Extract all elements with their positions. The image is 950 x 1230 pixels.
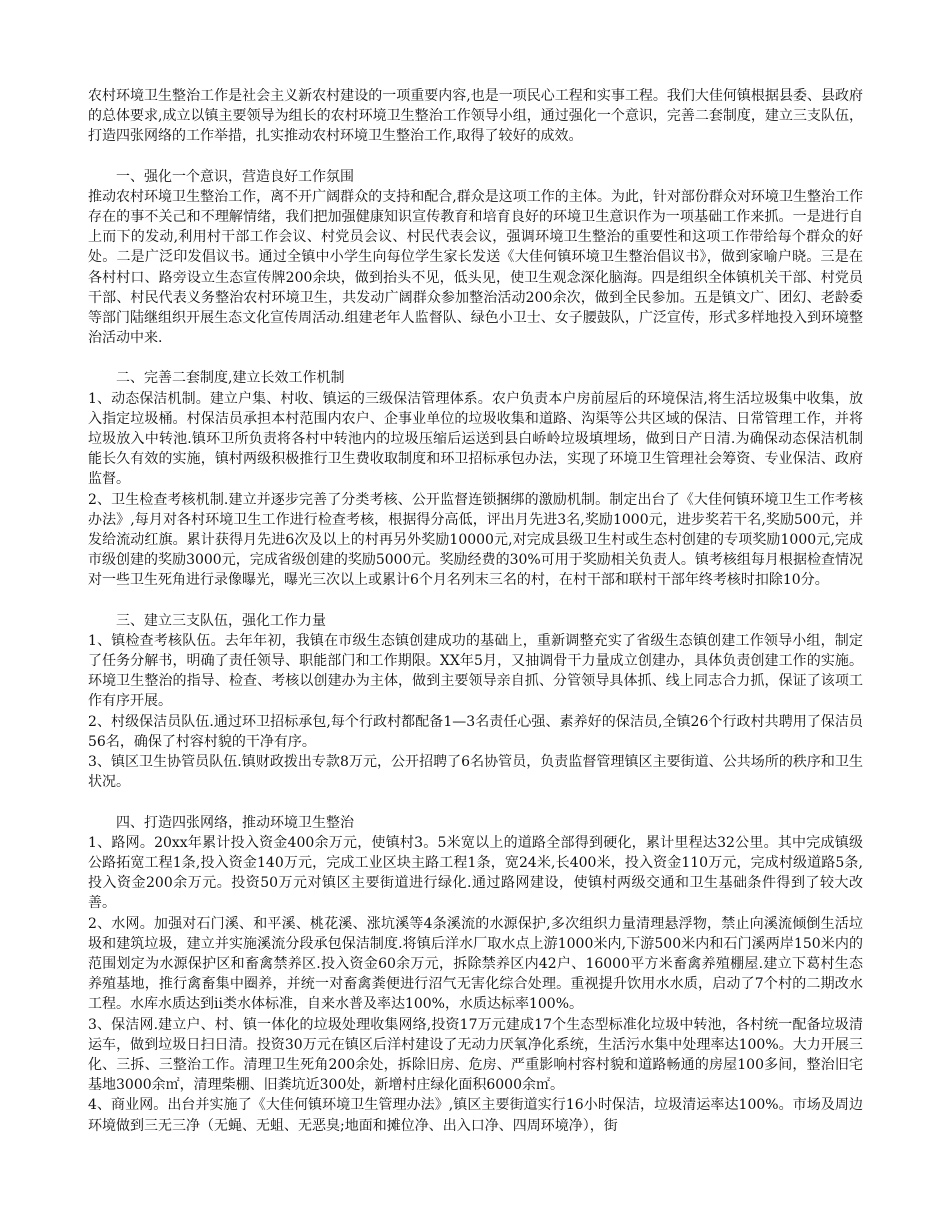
body-paragraph: 2、水网。加强对石门溪、和平溪、桃花溪、涨坑溪等4条溪流的水源保护,多次组织力量清理悬浮物，禁止向溪流倾倒生活垃圾和建筑垃圾，建立并实施溪流分段承包保洁制度.将镇后洋水厂取水点上游1000米内,下游500米内和石门溪两岸150米内的范围划定为水源保护区和畜禽禁养区.投入资金60余万元，拆除禁养区内42户、16000平方米畜禽养殖棚屋.建立下葛村生态养殖基地，推行禽畜集中圈养，并统一对畜禽粪便进行沼气无害化综合处理。重视提升饮用水水质，启动了7个村的二期改水工程。水库水质达到ⅱ类水体标准，自来水普及率达100%，水质达标率100%。 bbox=[88, 915, 864, 1013]
section-heading: 一、强化一个意识，营造良好工作氛围 bbox=[116, 168, 354, 185]
section-2 bbox=[88, 368, 863, 590]
section-1 bbox=[88, 167, 863, 349]
section-heading: 四、打造四张网络，推动环境卫生整治 bbox=[116, 814, 354, 831]
section-3 bbox=[88, 611, 863, 793]
section-4 bbox=[88, 813, 863, 1136]
body-paragraph: 1、镇检查考核队伍。去年年初，我镇在市级生态镇创建成功的基础上，重新调整充实了省级生态镇创建工作领导小组，制定了任务分解书，明确了责任领导、职能部门和工作期限。XX年5月，又抽调骨干力量成立创建办，具体负责创建工作的实施。环境卫生整治的指导、检查、考核以创建办为主体，做到主要领导亲自抓、分管领导具体抓、线上同志合力抓，保证了该项工作有序开展。 bbox=[88, 632, 863, 710]
body-paragraph: 4、商业网。出台并实施了《大佳何镇环境卫生管理办法》,镇区主要街道实行16小时保洁，垃圾清运率达100%。市场及周边环境做到三无三净（无蝇、无蛆、无恶臭;地面和摊位净、出入口净、四周环境净），街 bbox=[88, 1097, 863, 1134]
body-paragraph: 2、卫生检查考核机制.建立并逐步完善了分类考核、公开监督连锁捆绑的激励机制。制定出台了《大佳何镇环境卫生工作考核办法》,每月对各村环境卫生工作进行检查考核，根据得分高低，评出月先进3名,奖励1000元，进步奖若干名,奖励500元，并发给流动红旗。累计获得月先进6次及以上的村再另外奖励10000元,对完成县级卫生村或生态村创建的专项奖励1000元,完成市级创建的奖励3000元，完成省级创建的奖励5000元。奖励经费的30%可用于奖励相关负责人。镇考核组每月根据检查情况对一些卫生死角进行录像曝光，曝光三次以上或累计6个月名列末三名的村，在村干部和联村干部年终考核时扣除10分。 bbox=[88, 491, 863, 589]
body-paragraph: 推动农村环境卫生整治工作，离不开广阔群众的支持和配合,群众是这项工作的主体。为此，针对部份群众对环境卫生整治工作存在的事不关己和不理解情绪，我们把加强健康知识宣传教育和培育良好的环境卫生意识作为一项基础工作来抓。一是进行自上而下的发动,利用村干部工作会议、村党员会议、村民代表会议，强调环境卫生整治的重要性和这项工作带给每个群众的好处。二是广泛印发倡议书。通过全镇中小学生向每位学生家长发送《大佳何镇环境卫生整治倡议书》，做到家喻户晓。三是在各村村口、路旁设立生态宣传牌200余块，做到抬头不见，低头见，使卫生观念深化脑海。四是组织全体镇机关干部、村党员干部、村民代表义务整治农村环境卫生，共发动广阔群众参加整治活动200余次，做到全民参加。五是镇文广、团幻、老龄委等部门陆继组织开展生态文化宣传周活动.组建老年人监督队、绿色小卫士、女子腰鼓队，广泛宣传，形式多样地投入到环境整治活动中来. bbox=[88, 188, 863, 347]
body-paragraph: 3、保洁网.建立户、村、镇一体化的垃圾处理收集网络,投资17万元建成17个生态型标准化垃圾中转池，各村统一配备垃圾清运车，做到垃圾日扫日清。投资30万元在镇区后洋村建设了无动力厌氧净化系统，生活污水集中处理率达100%。大力开展三化、三拆、三整治工作。清理卫生死角200余处，拆除旧房、危房、严重影响村容村貌和道路畅通的房屋100多间，整治旧宅基地3000余㎡，清理柴棚、旧粪坑近300处，新增村庄绿化面积6000余㎡。 bbox=[88, 1016, 863, 1094]
body-paragraph: 2、村级保洁员队伍.通过环卫招标承包,每个行政村都配备1—3名责任心强、素养好的保洁员,全镇26个行政村共聘用了保洁员56名，确保了村容村貌的干净有序。 bbox=[88, 713, 863, 750]
body-paragraph: 1、动态保洁机制。建立户集、村收、镇运的三级保洁管理体系。农户负责本户房前屋后的环境保洁,将生活垃圾集中收集，放入指定垃圾桶。村保洁员承担本村范围内农户、企事业单位的垃圾收集和道路、沟渠等公共区域的保洁、日常管理工作，并将垃圾放入中转池.镇环卫所负责将各村中转池内的垃圾压缩后运送到县白峤岭垃圾填埋场，做到日产日清.为确保动态保洁机制能长久有效的实施，镇村两级积极推行卫生费收取制度和环卫招标承包办法，实现了环境卫生管理社会筹资、专业保洁、政府监督。 bbox=[88, 390, 863, 488]
section-heading: 二、完善二套制度,建立长效工作机制 bbox=[116, 370, 345, 387]
section-heading: 三、建立三支队伍，强化工作力量 bbox=[116, 612, 326, 629]
intro-paragraph: 农村环境卫生整治工作是社会主义新农村建设的一项重要内容,也是一项民心工程和实事工程。我们大佳何镇根据县委、县政府的总体要求,成立以镇主要领导为组长的农村环境卫生整治工作领导小组，通过强化一个意识，完善二套制度，建立三支队伍，打造四张网络的工作举措，扎实推动农村环境卫生整治工作,取得了较好的成效。 bbox=[88, 88, 863, 145]
document-page bbox=[88, 86, 863, 1136]
body-paragraph: 1、路网。20xx年累计投入资金400余万元，使镇村3。5米宽以上的道路全部得到硬化，累计里程达32公里。其中完成镇级公路拓宽工程1条,投入资金140万元，完成工业区块主路工程1条，宽24米,长400米，投入资金110万元，完成村级道路5条,投入资金200余万元。投资50万元对镇区主要街道进行绿化.通过路网建设，使镇村两级交通和卫生基础条件得到了较大改善。 bbox=[88, 834, 863, 912]
body-paragraph: 3、镇区卫生协管员队伍.镇财政拨出专款8万元，公开招聘了6名协管员，负责监督管理镇区主要街道、公共场所的秩序和卫生状况。 bbox=[88, 754, 863, 791]
